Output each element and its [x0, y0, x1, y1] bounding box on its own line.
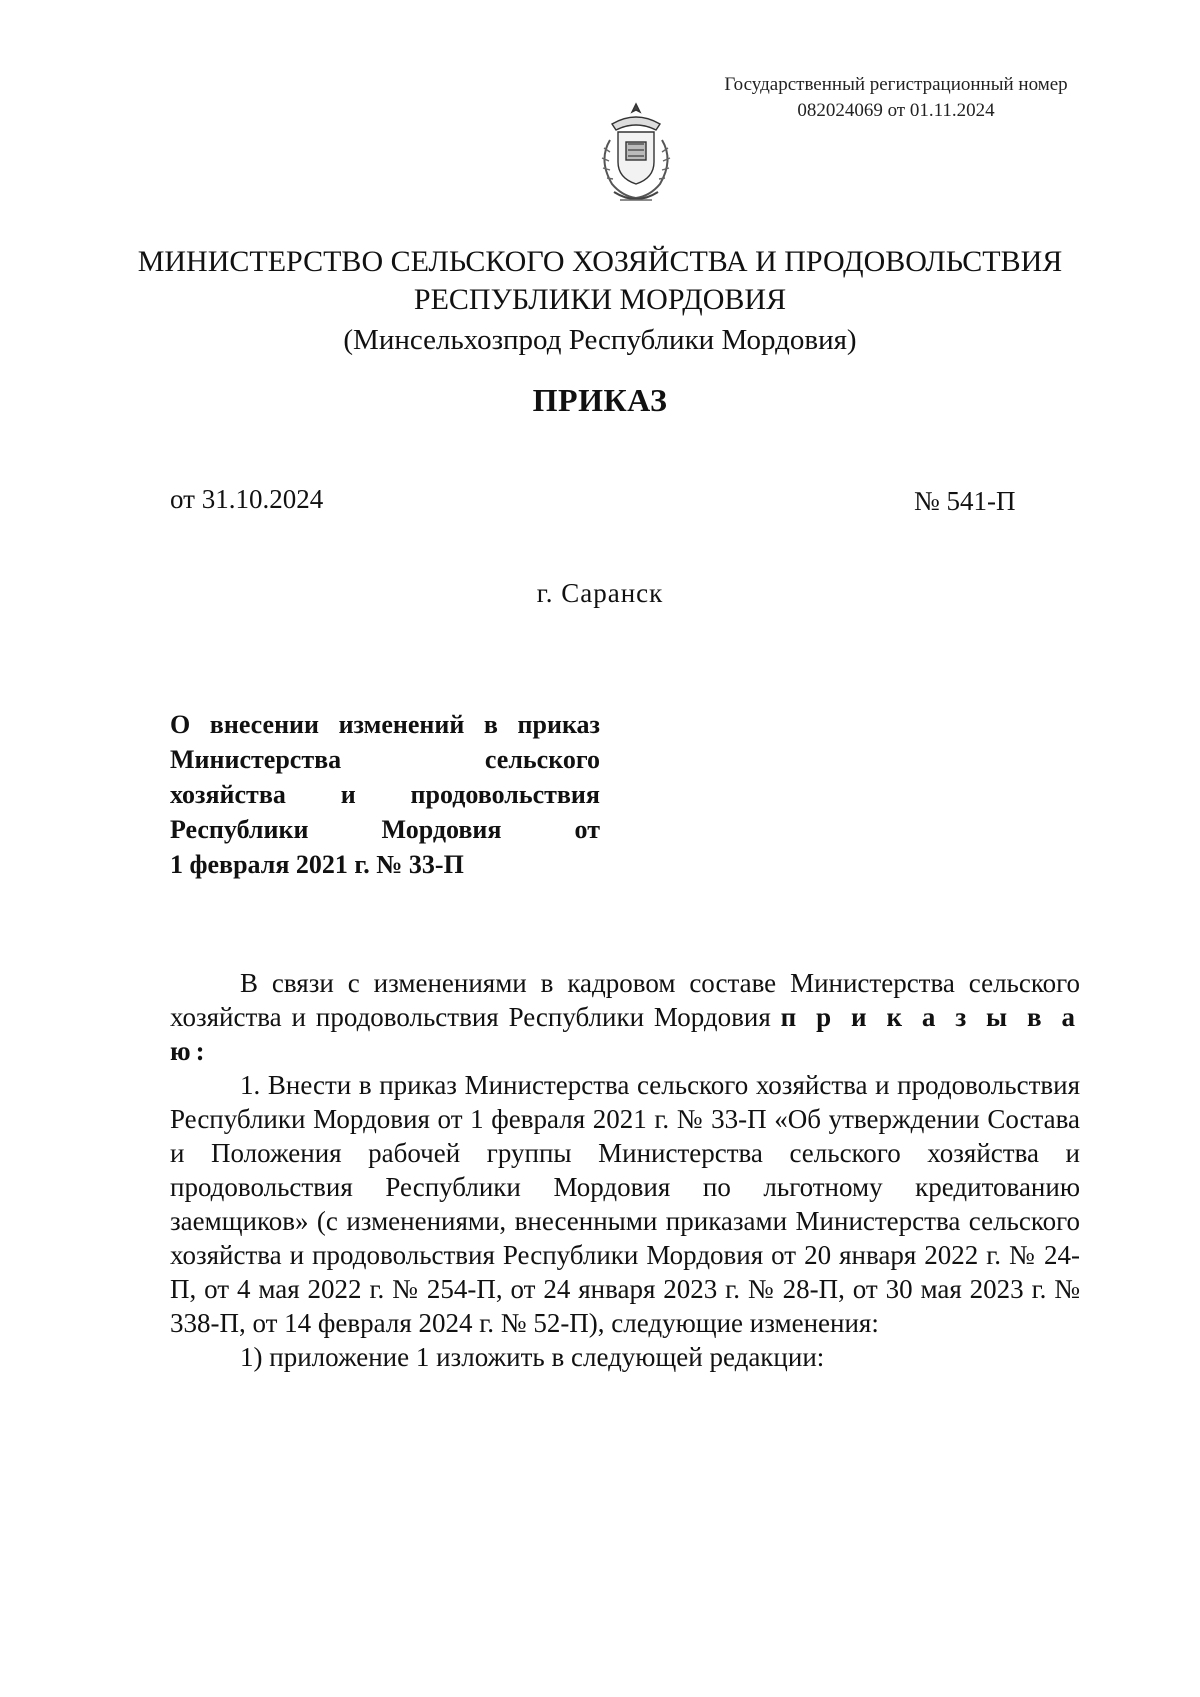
order-colon: :	[195, 1036, 205, 1066]
subject-word: продовольствия	[410, 780, 600, 809]
document-type: ПРИКАЗ	[532, 382, 668, 418]
order-word: п р и к а з ы в а ю	[170, 1002, 1081, 1066]
subject-word: хозяйства	[170, 780, 286, 809]
subject-word: от	[574, 815, 600, 844]
ministry-name-line-1: МИНИСТЕРСТВО СЕЛЬСКОГО ХОЗЯЙСТВА И ПРОДОВОЛЬСТВИЯ	[137, 245, 1063, 278]
subject-word: сельского	[484, 745, 600, 774]
ministry-name-line-2: РЕСПУБЛИКИ МОРДОВИЯ	[413, 283, 787, 316]
subject-word: внесении	[209, 710, 320, 739]
document-subject	[170, 707, 600, 882]
subject-line	[170, 742, 600, 777]
document-date: от 31.10.2024	[170, 484, 324, 514]
registration-label: Государственный регистрационный номер	[724, 74, 1068, 95]
subject-word: Республики	[170, 815, 309, 844]
registration-value: 082024069 от 01.11.2024	[797, 100, 995, 121]
document-city: г. Саранск	[536, 578, 664, 608]
subject-line	[170, 777, 600, 812]
ministry-name	[100, 243, 1100, 319]
subject-word: приказ	[517, 710, 600, 739]
document-body	[170, 966, 1080, 1374]
subject-line: 1 февраля 2021 г. № 33-П	[170, 850, 464, 879]
registration-number	[640, 72, 1152, 124]
subject-line	[170, 707, 600, 742]
subject-word: и	[340, 780, 356, 809]
subject-word: изменений	[338, 710, 465, 739]
intro-paragraph	[170, 966, 1080, 1068]
item-1-paragraph: 1. Внести в приказ Министерства сельского хозяйства и продовольствия Республики Мордовия от 1 февраля 2021 г. № 33-П «Об утверждении Состава и Положения рабочей группы Министерства сельского хозяйства и продовольствия Республики Мордовия по льготному кредитованию заемщиков» (с изменениями, внесенными приказами Министерства сельского хозяйства и продовольствия Республики Мордовия от 20 января 2022 г. № 24-П, от 4 мая 2022 г. № 254-П, от 24 января 2023 г. № 28-П, от 30 мая 2023 г. № 338-П, от 14 февраля 2024 г. № 52-П), следующие изменения:	[170, 1070, 1080, 1338]
subject-line	[170, 812, 600, 847]
subject-word: в	[483, 710, 498, 739]
subject-word: Министерства	[170, 745, 342, 774]
subject-word: О	[170, 710, 191, 739]
coat-of-arms-icon	[582, 100, 690, 210]
intro-text: В связи с изменениями в кадровом составе Министерства сельского хозяйства и продовольствия Республики Мордовия	[170, 968, 1080, 1032]
subject-word: Мордовия	[381, 815, 502, 844]
document-number: № 541-П	[914, 486, 1016, 516]
ministry-short-name: (Минсельхозпрод Республики Мордовия)	[343, 324, 857, 356]
item-1-subitem-1: 1) приложение 1 изложить в следующей редакции:	[240, 1342, 825, 1372]
